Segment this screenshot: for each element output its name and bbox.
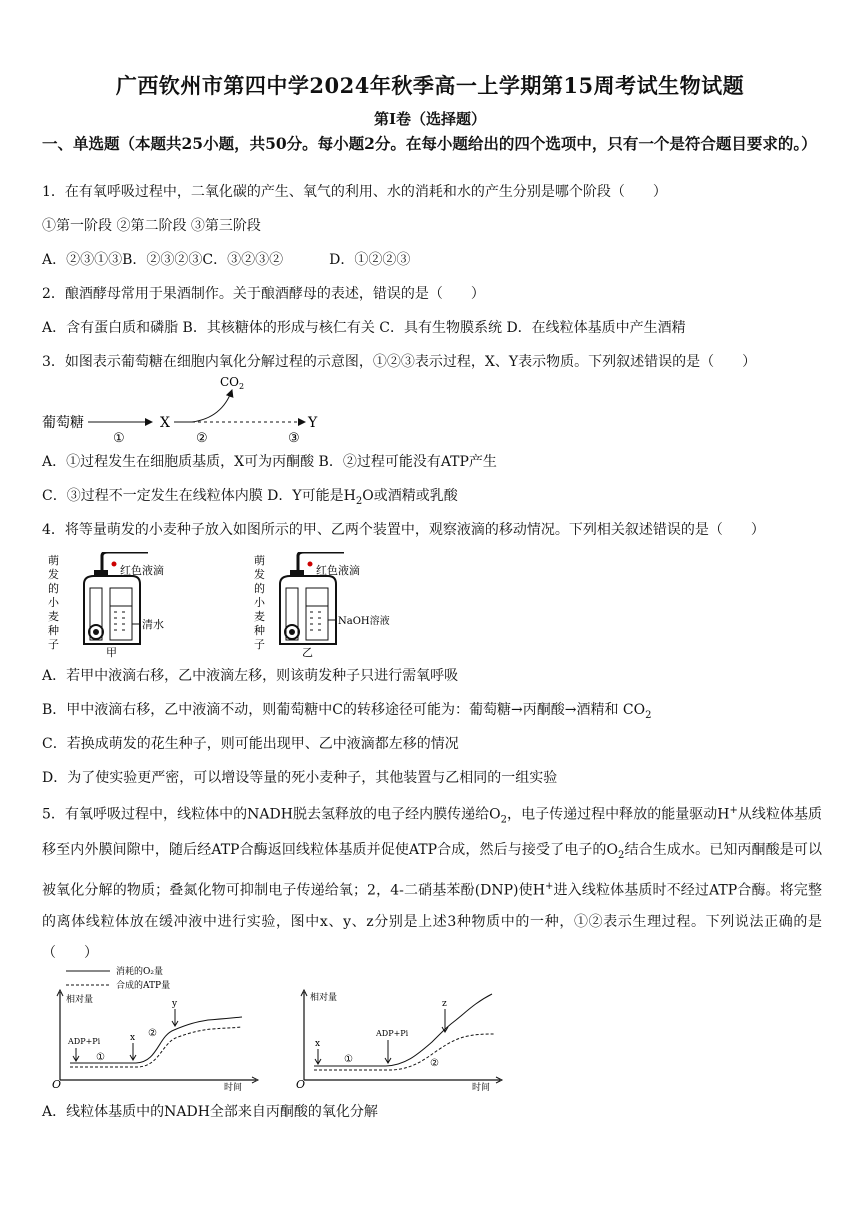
q5-chart-figure [46, 962, 506, 1092]
right-origin: O [296, 1078, 306, 1091]
step2-label: ② [196, 431, 208, 446]
section-heading: 一、单选题（本题共25小题，共50分。每小题2分。在每小题给出的四个选项中，只有一个是符合题目要求的。） [42, 134, 817, 153]
right-z-label: z [442, 999, 447, 1009]
glucose-label: 葡萄糖 [42, 415, 84, 431]
chart-right [296, 990, 502, 1092]
left-x-label: x [130, 1033, 136, 1043]
seed-label-jia: 萌 发 的 小 麦 种 子 [48, 554, 59, 651]
co2-label: $CO_2$ [220, 375, 245, 391]
q3-options-cd [42, 486, 458, 512]
right-ylabel: 相对量 [310, 993, 338, 1003]
right-step2: ② [430, 1058, 439, 1069]
legend-o2: 消耗的O₂量 [116, 967, 163, 977]
left-step2: ② [148, 1028, 157, 1039]
q4-apparatus-figure [44, 552, 424, 660]
q1-options [42, 250, 410, 270]
left-xlabel: 时间 [224, 1083, 243, 1092]
q2-stem: 2．酿酒酵母常用于果酒制作。关于酿酒酵母的表述，错误的是（ ） [42, 286, 485, 302]
drop-label-yi: 红色液滴 [316, 564, 360, 577]
apparatus-yi [254, 552, 390, 659]
exam-title: 广西钦州市第四中学2024年秋季高一上学期第15周考试生物试题 [115, 73, 745, 98]
q1-option-c: C．③②③② [202, 252, 284, 268]
left-ylabel: 相对量 [66, 995, 94, 1005]
drop-label-jia: 红色液滴 [120, 564, 164, 577]
y-label: Y [308, 415, 318, 431]
right-xlabel: 时间 [472, 1083, 491, 1092]
left-y-label: y [172, 999, 178, 1009]
q2-options: A．含有蛋白质和磷脂 B．其核糖体的形成与核仁有关 C．具有生物膜系统 D．在线粒体基质中产生酒精 [42, 320, 686, 336]
q3-options-ab [42, 452, 497, 472]
right-adp-label: ADP+Pi [376, 1029, 409, 1038]
q3-option-b: B．②过程可能没有ATP产生 [318, 454, 497, 470]
q3-option-d: D．Y可能是$H_2O$或酒精或乳酸 [267, 488, 458, 507]
q1-stages: ①第一阶段 ②第二阶段 ③第三阶段 [42, 218, 261, 234]
q1-stem: 1．在有氧呼吸过程中，二氧化碳的产生、氧气的利用、水的消耗和水的产生分别是哪个阶段（ ） [42, 184, 667, 200]
left-step1: ① [96, 1052, 105, 1063]
naoh-label: NaOH溶液 [338, 616, 390, 627]
apparatus-jia [48, 552, 164, 659]
right-step1: ① [344, 1054, 353, 1065]
q1-option-a: A．②③①③ [42, 252, 123, 268]
yi-label: 乙 [302, 646, 313, 659]
step3-label: ③ [288, 431, 300, 446]
q1-option-d: D．①②②③ [329, 252, 411, 268]
left-adp-label: ADP+Pi [68, 1037, 101, 1046]
legend-atp: 合成的ATP量 [116, 981, 171, 991]
step1-label: ① [113, 431, 125, 446]
jia-label: 甲 [106, 646, 117, 659]
seed-label-yi: 萌 发 的 小 麦 种 子 [254, 554, 265, 651]
left-origin: O [52, 1078, 62, 1091]
chart-legend [66, 965, 170, 991]
q4-stem: 4．将等量萌发的小麦种子放入如图所示的甲、乙两个装置中，观察液滴的移动情况。下列相关叙述错误的是（ ） [42, 522, 765, 538]
q3-stem: 3．如图表示葡萄糖在细胞内氧化分解过程的示意图，①②③表示过程，X、Y表示物质。下列叙述错误的是（ ） [42, 354, 757, 370]
q3-pathway-figure [40, 372, 340, 448]
water-label: 清水 [142, 618, 164, 631]
chart-left [52, 990, 258, 1092]
volume-title: 第Ⅰ卷（选择题） [373, 110, 487, 128]
q4-option-d: D．为了使实验更严密，可以增设等量的死小麦种子，其他装置与乙相同的一组实验 [42, 770, 558, 786]
right-atp-curve [314, 1034, 494, 1070]
x-label: X [160, 415, 170, 431]
q4-option-c: C．若换成萌发的花生种子，则可能出现甲、乙中液滴都左移的情况 [42, 736, 459, 752]
q4-option-b: B．甲中液滴右移，乙中液滴不动，则葡萄糖中C的转移途径可能为：葡萄糖→丙酮酸→酒精和 $CO_2$ [42, 702, 652, 721]
q5-option-a: A．线粒体基质中的NADH全部来自丙酮酸的氧化分解 [42, 1104, 378, 1120]
q4-option-a: A．若甲中液滴右移，乙中液滴左移，则该萌发种子只进行需氧呼吸 [42, 668, 459, 684]
q3-option-c: C．③过程不一定发生在线粒体内膜 [42, 488, 263, 504]
co2-arrow [192, 390, 232, 422]
q3-option-a: A．①过程发生在细胞质基质，X可为丙酮酸 [42, 454, 315, 470]
q5-stem: 5．有氧呼吸过程中，线粒体中的NADH脱去氢释放的电子经内膜传递给$O_2$，电子传递过程中释放的能量驱动H+从线粒体基质移至内外膜间隙中，随后经ATP合酶返回线粒体基质并促使ATP合成，然后与接受了电子的$O_2$结合生成水。已知丙酮酸是可以被氧化分解的物质；叠氮化物可抑制电子传递给氧；2，4-二硝基苯酚(DNP)使H+进入线粒体基质时不经过ATP合酶。将完整的离体线粒体放在缓冲液中进行实验，图中x、y、z分别是上述3种物质中的一种，①②表示生理过程。下列说法正确的是（ ） [42, 805, 823, 961]
q1-option-b: B．②③②③ [122, 252, 203, 268]
right-x-label: x [315, 1039, 321, 1049]
